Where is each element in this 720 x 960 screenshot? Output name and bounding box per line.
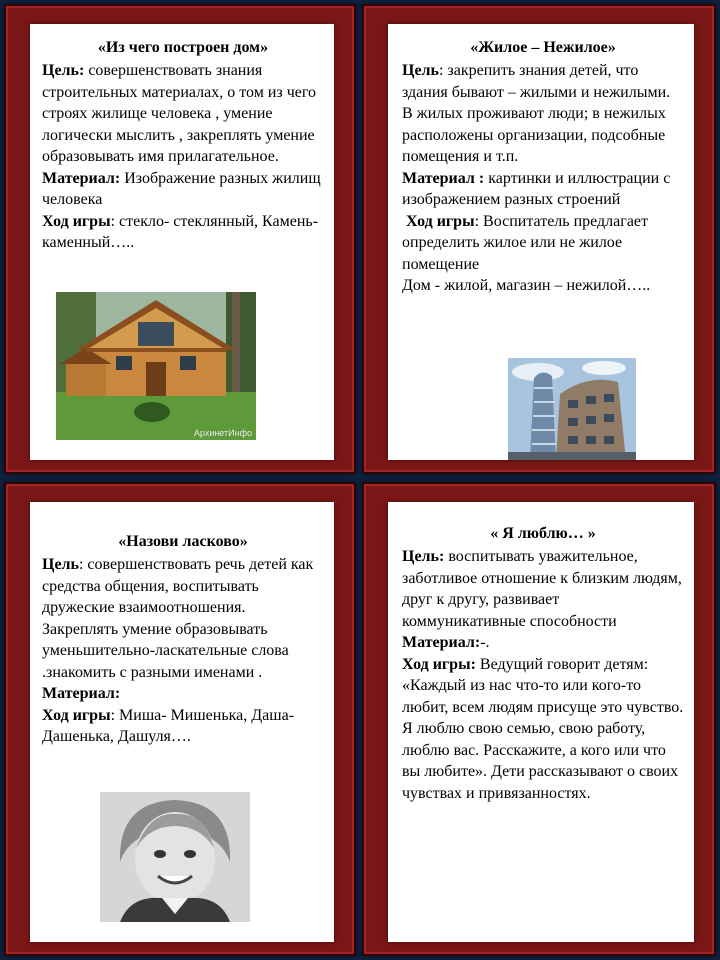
goal-text: совершенствовать знания строительных материалах, о том из чего строях жилище человека , умение логически мыслить , закреплять умение образовывать имя прилагательное. [42,62,317,165]
card-example: Дом - жилой, магазин – нежилой….. [402,277,651,294]
card-title: «Назови ласково» [118,533,248,550]
goal-text: : закрепить знания детей, что здания бывают – жилыми и нежилыми. В жилых проживают люди; в нежилых расположены организации, подсобные помещения и т.п. [402,62,671,165]
card-game [42,705,324,748]
goal-label: Цель [42,556,79,573]
card-panel [30,24,334,460]
goal-label: Цель: [402,548,445,565]
modern-building-image [508,358,636,460]
card-title: «Из чего построен дом» [97,39,269,56]
card-material [42,683,324,705]
game-label: Ход игры: [402,655,476,673]
card-goal [42,60,324,168]
card-title: «Жилое – Нежилое» [470,39,616,56]
wooden-house-image [56,292,256,440]
card-material [42,168,324,211]
game-text: : Воспитатель предлагает определить жилое или не жилое помещение [402,212,649,273]
game-text: Ведущий говорит детям: «Каждый из нас что-то или кого-то любит, всем людям присуще это чувство. Я люблю свою семью, свою работу, люблю вас. Расскажите, а кого или что вы любите». Дети рассказывают о своих чувствах и привязанностях. [402,655,684,802]
game-card-building-materials [4,4,356,474]
card-game [42,211,324,254]
card-goal [402,60,684,168]
image-watermark: АрхинетИнфо [193,428,252,438]
goal-label: Цель [402,62,439,79]
game-text: : стекло- стеклянный, Камень-каменный….. [42,212,319,251]
card-panel [388,502,694,942]
material-text: картинки и иллюстрации с изображением разных строений [402,169,671,208]
card-panel [30,502,334,942]
material-text: -. [480,634,490,651]
card-game [402,654,684,805]
card-goal [42,554,324,683]
game-label: Ход игры [406,212,475,230]
game-label: Ход игры [42,212,111,230]
material-label: Материал: [402,634,481,651]
card-goal [402,546,684,632]
goal-text: воспитывать уважительное, заботливое отношение к близким людям, друг к другу, развивает коммуникативные способности [402,548,682,630]
game-card-i-love [362,482,716,956]
smiling-child-photo [100,792,250,922]
game-text: : Миша- Мишенька, Даша- Дашенька, Дашуля…. [42,706,295,745]
goal-label: Цель: [42,62,85,79]
material-label: Материал: [42,169,121,187]
card-material [402,168,684,211]
card-material [402,632,684,654]
goal-text: : совершенствовать речь детей как средства общения, воспитывать дружеские взаимоотношения. Закреплять умение образовывать уменьшительно-ласкательные слова .знакомить с разными именами . [42,556,314,681]
game-card-call-affectionately [4,482,356,956]
game-label: Ход игры [42,706,111,724]
material-label: Материал: [42,685,121,702]
material-text: Изображение разных жилищ человека [42,169,321,208]
card-game [402,211,684,276]
material-label: Материал : [402,169,485,187]
card-title: « Я люблю… » [490,525,596,542]
game-card-residential [362,4,716,474]
card-panel [388,24,694,460]
